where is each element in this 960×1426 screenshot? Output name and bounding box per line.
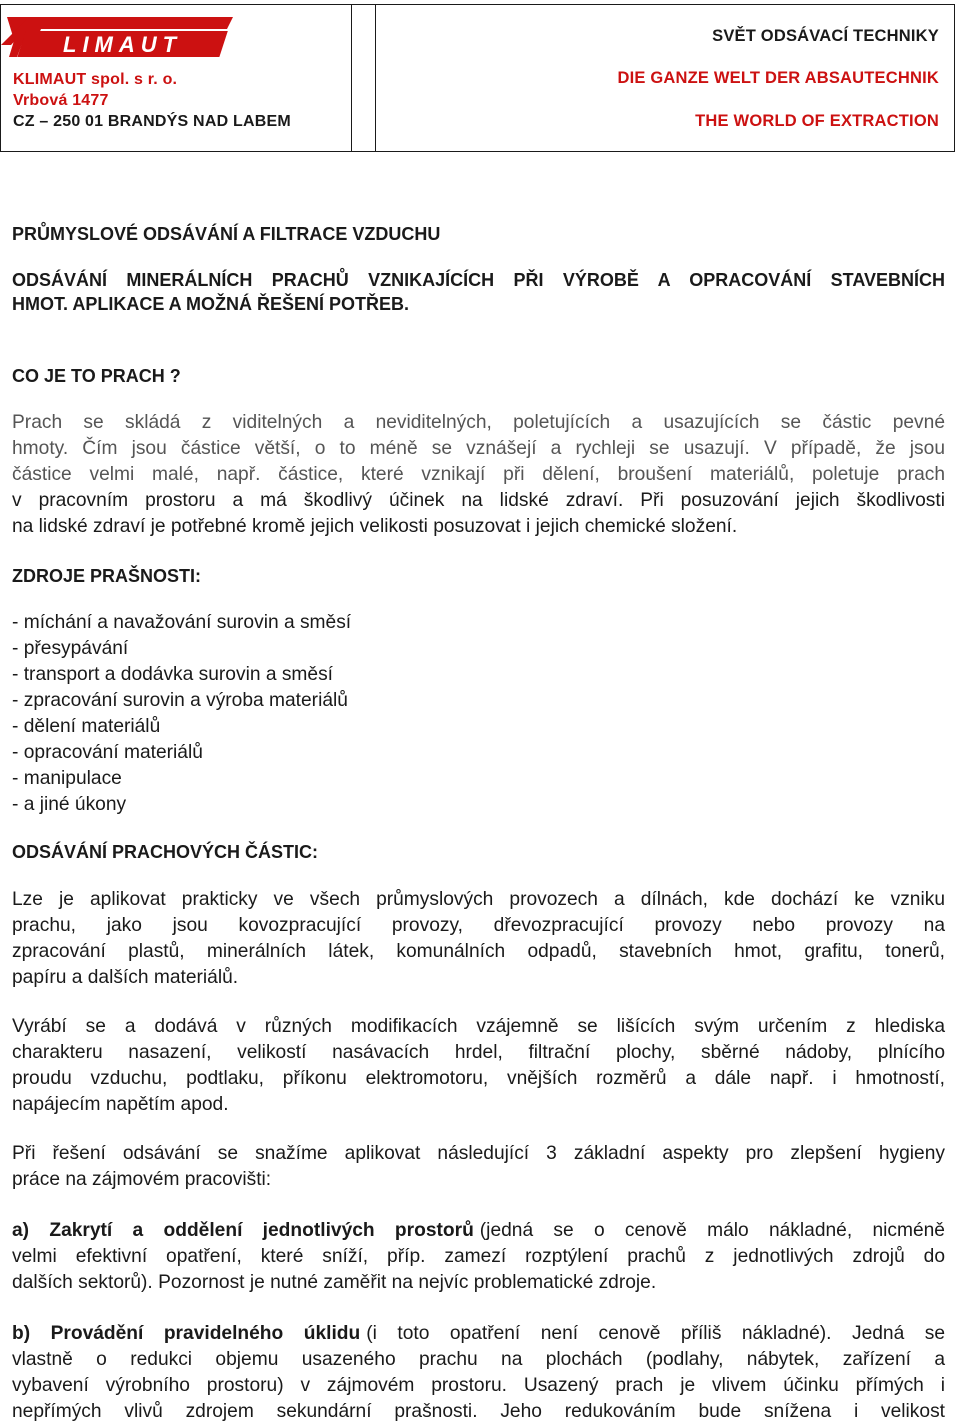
document-subtitle-line: HMOT. APLIKACE A MOŽNÁ ŘEŠENÍ POTŘEB. [12,294,410,314]
paragraph-line: Prach se skládá z viditelných a neviditelných, poletujících a usazujících se částic pevné [12,412,945,433]
header-divider [351,5,352,151]
paragraph-line: na lidské zdraví je potřebné kromě jejich velikosti posuzovat i jejich chemické složení. [12,516,738,537]
paragraph-line: Vyrábí se a dodává v různých modifikacích vzájemně se lišících svým určením z hlediska [12,1016,945,1037]
letterhead [0,4,955,152]
paragraph-line: hmoty. Čím jsou částice větší, o to méně se vznášejí a rychleji se usazují. V případě, že jsou [12,438,945,459]
paragraph-line: proudu vzduchu, podtlaku, příkonu elektromotoru, vnějších rozměrů a dále např. i hmotností, [12,1068,945,1089]
document-subtitle-line: ODSÁVÁNÍ MINERÁLNÍCH PRACHŮ VZNIKAJÍCÍCH PŘI VÝROBĚ A OPRACOVÁNÍ STAVEBNÍCH [12,270,945,290]
paragraph-line: vlastně o redukci objemu usazeného prachu na plochách (podlahy, nábytek, zařízení a [12,1349,945,1370]
document-title: PRŮMYSLOVÉ ODSÁVÁNÍ A FILTRACE VZDUCHU [12,224,441,244]
paragraph-line: Lze je aplikovat prakticky ve všech průmyslových provozech a dílnách, kde dochází ke vzniku [12,889,945,910]
paragraph-line: Při řešení odsávání se snažíme aplikovat následující 3 základní aspekty pro zlepšení hygieny [12,1143,945,1164]
list-item: - dělení materiálů [12,716,161,737]
paragraph-line: zpracování plastů, minerálních látek, komunálních odpadů, stavebních hmot, grafitu, tonerů, [12,941,945,962]
paragraph-line [12,1323,945,1345]
section-heading: CO JE TO PRACH ? [12,366,181,386]
aspect-b-label: b) Provádění pravidelného úklidu [12,1323,361,1344]
paragraph-line: prachu, jako jsou kovozpracující provozy, dřevozpracující provozy nebo provozy na [12,915,945,936]
list-item: - míchání a navažování surovin a směsí [12,612,352,633]
list-item: - opracování materiálů [12,742,203,763]
klimaut-logo [1,15,241,59]
aspect-b-text: (i toto opatření není cenově příliš nákladné). Jedná se [366,1323,945,1344]
list-item: - zpracování surovin a výroba materiálů [12,690,348,711]
company-name: KLIMAUT spol. s r. o. [13,71,178,88]
list-item: - manipulace [12,768,122,789]
aspect-a-text: (jedná se o cenově málo nákladné, nicméně [479,1220,945,1241]
section-heading: ZDROJE PRAŠNOSTI: [12,566,202,586]
list-item: - přesypávání [12,638,129,659]
paragraph-line [12,1220,945,1242]
section-heading: ODSÁVÁNÍ PRACHOVÝCH ČÁSTIC: [12,842,319,862]
paragraph-line: dalších sektorů). Pozornost je nutné zaměřit na nejvíc problematické zdroje. [12,1272,657,1293]
company-city: CZ – 250 01 BRANDÝS NAD LABEM [13,113,291,130]
slogan-en: THE WORLD OF EXTRACTION [695,112,939,130]
aspect-a-label: a) Zakrytí a oddělení jednotlivých prostorů [12,1220,474,1241]
paragraph-line: nepřímých vlivů zdrojem sekundární prašnosti. Jeho redukováním bude snížena i velikost [12,1401,945,1422]
list-item: - a jiné úkony [12,794,127,815]
svg-text:LIMAUT: LIMAUT [63,32,183,57]
paragraph-line: v pracovním prostoru a má škodlivý účinek na lidské zdraví. Při posuzování jejich škodlivosti [12,490,945,511]
paragraph-line: papíru a dalších materiálů. [12,967,239,988]
paragraph-line: napájecím napětím apod. [12,1094,229,1115]
paragraph-line: velmi efektivní opatření, které sníží, příp. zamezí rozptýlení prachů z jednotlivých zdrojů do [12,1246,945,1267]
slogan-cz: SVĚT ODSÁVACÍ TECHNIKY [712,27,939,45]
header-divider [375,5,376,151]
paragraph-line: částice velmi malé, např. částice, které vznikají při dělení, broušení materiálů, poletuje prach [12,464,945,485]
slogan-de: DIE GANZE WELT DER ABSAUTECHNIK [617,69,939,87]
paragraph-line: vybavení výrobního prostoru) v zájmovém prostoru. Usazený prach je vlivem účinku přímých i [12,1375,945,1396]
paragraph-line: práce na zájmovém pracovišti: [12,1169,272,1190]
paragraph-line: charakteru nasazení, velikostí nasávacích hrdel, filtrační plochy, sběrné nádoby, plnícího [12,1042,945,1063]
list-item: - transport a dodávka surovin a směsí [12,664,334,685]
company-street: Vrbová 1477 [13,92,109,109]
